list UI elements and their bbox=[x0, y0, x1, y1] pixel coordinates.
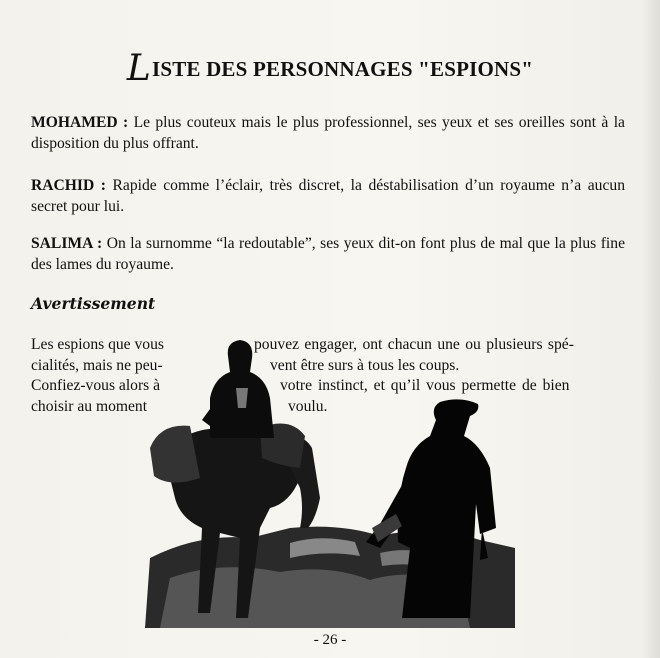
page-fold-shadow bbox=[642, 0, 660, 658]
warning-line-left: cialités, mais ne peu- bbox=[31, 357, 163, 374]
title-text: ISTE DES PERSONNAGES "ESPIONS" bbox=[151, 57, 534, 81]
character-description: On la surnomme “la redoutable”, ses yeux dit-on font plus de mal que la plus fine des lames du royaume. bbox=[31, 235, 625, 273]
character-salima bbox=[31, 233, 625, 275]
character-name: RACHID : bbox=[31, 177, 106, 194]
warning-heading: Avertissement bbox=[31, 294, 156, 313]
warning-line-right: votre instinct, et qu’il vous permette de bien bbox=[280, 377, 570, 394]
warning-line-right: vent être surs à tous les coups. bbox=[270, 357, 460, 374]
character-name: MOHAMED : bbox=[31, 114, 129, 131]
warning-line-left: Confiez-vous alors à bbox=[31, 377, 161, 394]
warning-line-left: choisir au moment bbox=[31, 398, 148, 415]
character-rachid bbox=[31, 175, 625, 217]
character-name: SALIMA : bbox=[31, 235, 103, 252]
warning-line-left: Les espions que vous bbox=[31, 336, 164, 353]
page-title bbox=[0, 44, 660, 89]
character-description: Le plus couteux mais le plus professionnel, ses yeux et ses oreilles sont à la disposition du plus offrant. bbox=[31, 114, 625, 152]
character-mohamed bbox=[31, 112, 625, 154]
title-initial: L bbox=[126, 48, 151, 89]
page-number: - 26 - bbox=[313, 632, 347, 648]
spies-illustration bbox=[140, 328, 520, 628]
warning-line-right: pouvez engager, ont chacun une ou plusieurs spé- bbox=[254, 336, 574, 353]
warning-line-right: voulu. bbox=[288, 398, 328, 415]
character-description: Rapide comme l’éclair, très discret, la déstabilisation d’un royaume n’a aucun secret pour lui. bbox=[31, 177, 625, 215]
